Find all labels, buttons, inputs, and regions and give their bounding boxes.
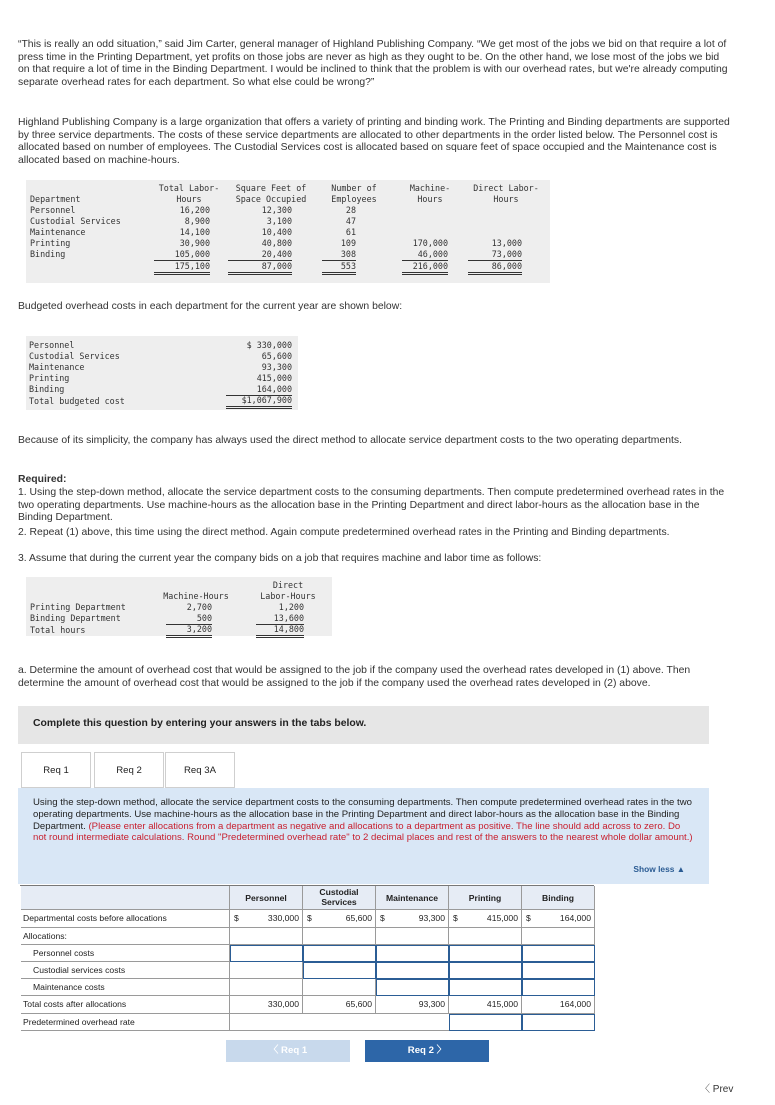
row-label: Personnel: [29, 340, 75, 350]
table-cell: 1,200: [278, 602, 304, 612]
table-cell: 3,100: [266, 216, 292, 226]
question-bar: [18, 706, 709, 744]
table-cell: 2,700: [186, 602, 212, 612]
table-cell: $ 330,000: [246, 340, 292, 350]
prev-req-button[interactable]: 〈 Req 1: [226, 1040, 350, 1062]
empty-cell: [230, 979, 303, 996]
table-cell: 415,000: [486, 913, 518, 923]
total-labor-hours: 175,100: [154, 261, 210, 275]
show-less-link[interactable]: Show less ▲: [633, 864, 685, 874]
currency-sign: $: [380, 913, 385, 923]
table-cell: 40,800: [261, 238, 292, 248]
row-label: Custodial Services: [29, 351, 120, 361]
intro-paragraph-2: Highland Publishing Company is a large organization that offers a variety of printing and binding work. The Printing and Binding departments are supported by three service departments. The costs of these service departments are allocated to other departments in the order listed below. The Personnel cost is allocated based on number of employees. The Custodial Services cost is allocated based on square feet of space occupied and the Maintenance cost is allocated based on machine-hours.: [18, 117, 730, 166]
before-personnel: [230, 910, 303, 928]
empty-cell: [376, 928, 449, 945]
total-direct-labor-hours: 86,000: [468, 261, 522, 275]
input-maintenance-printing[interactable]: [449, 979, 522, 996]
currency-sign: $: [234, 913, 239, 923]
table-cell: 164,000: [226, 384, 292, 396]
input-rate-printing[interactable]: [449, 1014, 522, 1031]
row-label: Maintenance costs: [21, 979, 230, 996]
grid-row-personnel-costs: [21, 945, 595, 962]
row-label: Maintenance: [30, 227, 86, 237]
grid-row-before-allocations: [21, 910, 595, 928]
table-cell: 47: [345, 216, 356, 226]
total-budgeted-cost: $1,067,900: [226, 395, 292, 409]
grid-row-custodial-costs: [21, 962, 595, 979]
row-label: Total budgeted cost: [29, 396, 125, 406]
input-personnel-binding[interactable]: [522, 945, 595, 962]
before-binding: [522, 910, 595, 928]
table-cell: 105,000: [154, 249, 210, 261]
tab-label: Req 2: [116, 765, 142, 776]
table-cell: 61: [345, 227, 356, 237]
input-custodial-printing[interactable]: [449, 962, 522, 979]
grid-row-total-after: [21, 996, 595, 1014]
row-label: Printing Department: [30, 602, 126, 612]
before-maintenance: [376, 910, 449, 928]
row-label: Total hours: [30, 625, 86, 635]
instruction-red-note: (Please enter allocations from a department as negative and allocations to a department as positive. The line should add across to zero. Do not round intermediate calculations. Round "Predetermined overhead rate" to 2 decimal places and rest of the answers to the nearest whole dollar amount.): [33, 820, 693, 844]
total-employees: 553: [322, 261, 356, 275]
table-cell: 308: [322, 249, 356, 261]
table-cell: 13,600: [256, 613, 304, 625]
grid-row-allocations-label: [21, 928, 595, 945]
row-label: Personnel: [30, 205, 76, 215]
row-label: Allocations:: [21, 928, 230, 945]
col-label: Personnel: [245, 893, 287, 903]
grid-header-binding: [522, 886, 595, 910]
job-hours-table: [26, 577, 332, 636]
table-cell: 8,900: [184, 216, 210, 226]
table-cell: 65,600: [261, 351, 292, 361]
grid-header-blank: [21, 886, 230, 910]
input-custodial-binding[interactable]: [522, 962, 595, 979]
table-cell: 93,300: [418, 999, 445, 1009]
next-req-button[interactable]: Req 2 〉: [365, 1040, 489, 1062]
empty-cell: [230, 962, 303, 979]
table-cell: 415,000: [486, 999, 518, 1009]
required-heading: Required:: [18, 474, 67, 485]
table-cell: 12,300: [261, 205, 292, 215]
table-cell: 65,600: [345, 999, 372, 1009]
grid-header-row: [21, 886, 595, 910]
grid-header-custodial: [303, 886, 376, 910]
budget-table: [26, 336, 298, 410]
after-printing: [449, 996, 522, 1014]
tab-label: Req 3A: [184, 765, 216, 776]
input-personnel-personnel[interactable]: [230, 945, 303, 962]
row-label: Printing: [30, 238, 71, 248]
after-maintenance: [376, 996, 449, 1014]
table-cell: 164,000: [559, 913, 591, 923]
table-cell: 93,300: [418, 913, 445, 923]
grid-header-maintenance: [376, 886, 449, 910]
input-maintenance-maintenance[interactable]: [376, 979, 449, 996]
after-binding: [522, 996, 595, 1014]
table-cell: 73,000: [468, 249, 522, 261]
input-personnel-custodial[interactable]: [303, 945, 376, 962]
col-header-square-feet: Square Feet of Space Occupied: [235, 183, 307, 204]
instruction-text: [33, 797, 696, 844]
required-item-2: 2. Repeat (1) above, this time using the direct method. Again compute predetermined overhead rates in the Printing and Binding departments.: [18, 527, 670, 538]
instruction-panel: [18, 788, 709, 884]
required-item-3: 3. Assume that during the current year the company bids on a job that requires machine and labor time as follows:: [18, 553, 542, 564]
input-personnel-maintenance[interactable]: [376, 945, 449, 962]
table-cell: 16,200: [179, 205, 210, 215]
table-cell: 14,100: [179, 227, 210, 237]
table-cell: 109: [340, 238, 356, 248]
total-machine-hours: 216,000: [402, 261, 448, 275]
table-cell: 170,000: [412, 238, 448, 248]
table-cell: 46,000: [402, 249, 448, 261]
currency-sign: $: [526, 913, 531, 923]
answer-grid: [20, 885, 594, 1027]
tab-label: Req 1: [43, 765, 69, 776]
total-direct-labor-hours: 14,800: [256, 624, 304, 638]
currency-sign: $: [307, 913, 312, 923]
required-item-1: 1. Using the step-down method, allocate the service department costs to the consuming departments. Then compute predetermined overhead rates in the two operating departments. Use machine-hours as the allocation base in the Printing Department and direct labor-hours as the allocation base in the Binding Department.: [18, 487, 725, 524]
currency-sign: $: [453, 913, 458, 923]
table-cell: 330,000: [267, 999, 299, 1009]
col-header-direct-labor-hours: Direct Labor- Hours: [473, 183, 539, 204]
col-header-machine-hours: Machine-Hours: [163, 591, 229, 601]
col-header-machine-hours: Machine- Hours: [409, 183, 451, 204]
input-personnel-printing[interactable]: [449, 945, 522, 962]
row-label: Maintenance: [29, 362, 85, 372]
row-label: Total costs after allocations: [21, 996, 230, 1014]
total-square-feet: 87,000: [228, 261, 292, 275]
department-data-table: [26, 180, 550, 283]
row-label: Custodial services costs: [21, 962, 230, 979]
input-custodial-maintenance[interactable]: [376, 962, 449, 979]
row-label: Custodial Services: [30, 216, 121, 226]
budget-intro: Budgeted overhead costs in each department for the current year are shown below:: [18, 301, 403, 312]
input-rate-binding[interactable]: [522, 1014, 595, 1031]
col-header-total-labor-hours: Total Labor- Hours: [158, 183, 220, 204]
pager-prev-link[interactable]: 〈 Prev: [700, 1084, 734, 1095]
table-cell: 415,000: [256, 373, 292, 383]
empty-cell: [303, 928, 376, 945]
table-cell: 93,300: [261, 362, 292, 372]
col-label: Maintenance: [385, 893, 439, 903]
col-header-department: Department: [30, 194, 81, 204]
row-label: Binding Department: [30, 613, 121, 623]
direct-method-note: Because of its simplicity, the company has always used the direct method to allocate service department costs to the two operating departments.: [18, 435, 682, 446]
table-cell: 330,000: [267, 913, 299, 923]
table-cell: 30,900: [179, 238, 210, 248]
empty-cell: [230, 928, 303, 945]
before-custodial: [303, 910, 376, 928]
tab-req-1[interactable]: [21, 752, 91, 788]
empty-cell: [449, 928, 522, 945]
instruction-main: Using the step-down method, allocate the service department costs to the consuming departments. Then compute predetermined overhead rates in the two operating departments. Use machine-hours as the allocation base in the Printing Department and direct labor-hours as the allocation base in the Binding Department.: [33, 797, 692, 832]
total-machine-hours: 3,200: [166, 624, 212, 638]
table-cell: 28: [345, 205, 356, 215]
table-cell: 13,000: [491, 238, 522, 248]
empty-cell: [303, 979, 376, 996]
table-cell: 20,400: [228, 249, 292, 261]
after-personnel: [230, 996, 303, 1014]
row-label: Printing: [29, 373, 70, 383]
table-cell: 164,000: [559, 999, 591, 1009]
col-header-employees: Number of Employees: [331, 183, 377, 204]
grid-header-printing: [449, 886, 522, 910]
grid-row-overhead-rate: [21, 1014, 595, 1031]
col-header-direct-labor-hours: Direct Labor-Hours: [260, 580, 316, 601]
row-label: Binding: [29, 384, 65, 394]
before-printing: [449, 910, 522, 928]
tab-req-2[interactable]: [94, 752, 164, 788]
row-label: Personnel costs: [21, 945, 230, 962]
empty-cell: [522, 928, 595, 945]
row-label: Predetermined overhead rate: [21, 1014, 230, 1031]
part-a-text: a. Determine the amount of overhead cost that would be assigned to the job if the company used the overhead rates developed in (1) above. Then determine the amount of overhead cost that would be assigned to the job if the company used the overhead rates developed in (2) above.: [18, 665, 691, 689]
row-label: Departmental costs before allocations: [21, 910, 230, 928]
col-label: Custodial Services: [319, 887, 359, 907]
col-label: Binding: [542, 893, 574, 903]
intro-paragraph-1: “This is really an odd situation,” said Jim Carter, general manager of Highland Publishing Company. “We get most of the jobs we bid on that require a lot of press time in the Printing Department, yet profits on those jobs are never as high as they ought to be. On the other hand, we lose most of the jobs we bid on that require a lot of time in the Binding Department. I would be inclined to think that the problem is with our overhead rates, but we're already computing separate overhead rates for each department. So what else could be wrong?”: [18, 39, 728, 88]
table-cell: 500: [166, 613, 212, 625]
input-custodial-custodial[interactable]: [303, 962, 376, 979]
input-maintenance-binding[interactable]: [522, 979, 595, 996]
after-custodial: [303, 996, 376, 1014]
question-bar-text: Complete this question by entering your answers in the tabs below.: [33, 718, 367, 729]
col-label: Printing: [468, 893, 502, 903]
row-label: Binding: [30, 249, 66, 259]
table-cell: 65,600: [345, 913, 372, 923]
grid-row-maintenance-costs: [21, 979, 595, 996]
table-cell: 10,400: [261, 227, 292, 237]
tab-req-3a[interactable]: [165, 752, 235, 788]
grid-header-personnel: [230, 886, 303, 910]
